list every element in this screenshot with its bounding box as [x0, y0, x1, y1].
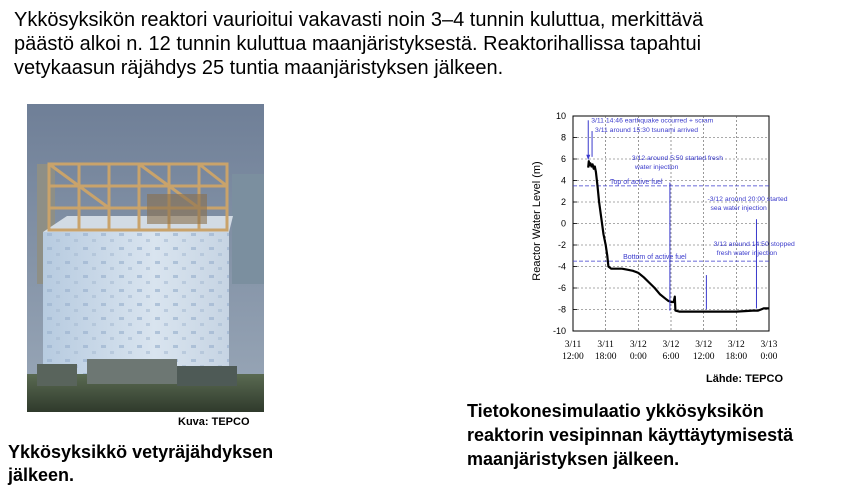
- chart-source: Lähde: TEPCO: [706, 373, 784, 385]
- x-tick-label-time: 12:00: [692, 352, 715, 362]
- x-tick-label-time: 6:00: [662, 352, 680, 362]
- annotation-earthquake: 3/11 14:46 earthquake occurred + scram: [591, 117, 714, 125]
- chart-caption: [467, 399, 837, 471]
- x-tick-label-date: 3/12: [727, 340, 745, 350]
- reactor-building-illustration: [27, 104, 264, 412]
- y-tick-label: 6: [560, 154, 566, 164]
- water-level-chart-svg: [522, 104, 795, 370]
- y-tick-label: 0: [560, 218, 566, 229]
- annotation-tsunami: 3/11 around 15:30 tsunami arrived: [595, 127, 699, 135]
- reference-line-label: Top of active fuel: [610, 178, 663, 186]
- x-tick-label-time: 0:00: [760, 352, 778, 362]
- x-tick-label-time: 18:00: [594, 352, 617, 362]
- x-tick-label-date: 3/12: [629, 340, 647, 350]
- y-tick-label: -6: [557, 283, 566, 293]
- x-tick-label-time: 0:00: [629, 352, 647, 362]
- chart-caption-line-3: maanjäristyksen jälkeen.: [467, 449, 680, 469]
- y-tick-label: -10: [552, 326, 566, 336]
- heading-line-3: vetykaasun räjähdys 25 tuntia maanjäristyksen jälkeen.: [14, 57, 504, 79]
- x-tick-label-date: 3/11: [564, 340, 582, 350]
- y-tick-label: -4: [557, 261, 566, 272]
- y-tick-label: 10: [555, 111, 566, 121]
- heading-line-1: Ykkösyksikön reaktori vaurioitui vakavasti noin 3–4 tunnin kuluttua, merkittävä: [14, 9, 704, 31]
- page-heading: [14, 8, 834, 80]
- x-tick-label-date: 3/11: [597, 340, 614, 350]
- x-tick-label-date: 3/12: [662, 340, 680, 350]
- photo-credit: Kuva: TEPCO: [178, 416, 250, 428]
- annotation-fresh-water-stop: 3/12 around 14:50 stopped fresh water injection: [713, 241, 795, 258]
- chart-caption-line-2: reaktorin vesipinnan käyttäytymisestä: [467, 425, 794, 445]
- photo-caption-line-2: jälkeen.: [8, 465, 75, 485]
- x-tick-label-time: 12:00: [562, 352, 584, 362]
- reactor-building-photo: [27, 104, 264, 412]
- x-tick-label-date: 3/12: [695, 340, 713, 350]
- chart-caption-line-1: Tietokonesimulaatio ykkösyksikön: [467, 401, 764, 421]
- y-axis-label: Reactor Water Level (m): [531, 161, 543, 281]
- x-tick-label-time: 18:00: [725, 352, 748, 362]
- photo-caption: [8, 441, 328, 487]
- photo-caption-line-1: Ykkösyksikkö vetyräjähdyksen: [8, 442, 274, 462]
- y-tick-label: -2: [557, 240, 566, 250]
- heading-line-2: päästö alkoi n. 12 tunnin kuluttua maanjäristyksestä. Reaktorihallissa tapahtui: [14, 33, 702, 55]
- y-tick-label: -8: [557, 304, 566, 315]
- y-tick-label: 2: [560, 197, 566, 207]
- x-tick-label-date: 3/13: [760, 340, 778, 350]
- annotation-sea-water-start: -3/12 around 20:00 started sea water injection: [707, 195, 788, 212]
- reference-line-label: Bottom of active fuel: [623, 254, 687, 262]
- y-tick-label: 8: [560, 132, 566, 143]
- annotation-fresh-water-start: 3/12 around 5:50 started fresh water injection: [631, 155, 723, 172]
- y-tick-label: 4: [560, 175, 566, 186]
- water-level-chart: [522, 104, 795, 370]
